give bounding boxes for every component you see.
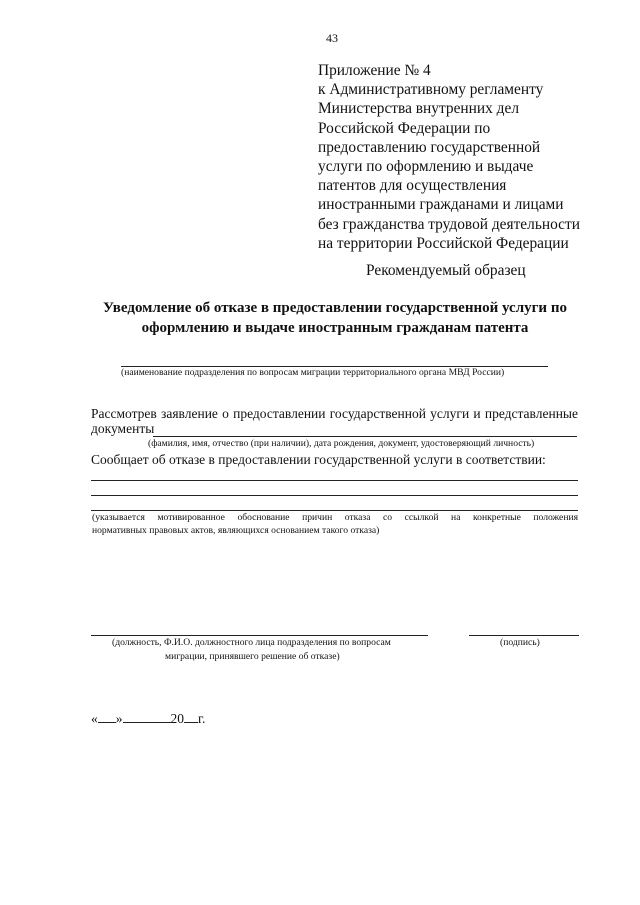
signature-field-line[interactable] [469,635,579,636]
official-caption-line-1: (должность, Ф.И.О. должностного лица подразделения по вопросам [112,637,391,648]
title-line-2: оформлению и выдаче иностранным гражданам патента [141,320,529,336]
department-caption: (наименование подразделения по вопросам миграции территориального органа МВД России) [121,367,505,378]
reason-caption-line-1: (указывается мотивированное обоснование причин отказа со ссылкой на конкретные положения [92,512,578,523]
day-field[interactable] [98,709,116,723]
appendix-line: без гражданства трудовой деятельности [318,215,580,233]
appendix-line: услуги по оформлению и выдаче [318,158,534,176]
year-prefix: 20 [170,711,184,726]
reason-caption-line-2: нормативных правовых актов, являющихся основанием такого отказа) [92,525,380,536]
date-close-quote: » [115,711,123,726]
appendix-header [318,61,618,253]
appendix-line: к Административному регламенту [318,81,544,99]
considered-statement: Рассмотрев заявление о предоставлении государственной услуги и представленные [91,406,578,421]
page-number: 43 [326,31,338,45]
year-suffix: г. [198,711,206,726]
title-line-1: Уведомление об отказе в предоставлении государственной услуги по [103,300,567,316]
official-caption-line-2: миграции, принявшего решение об отказе) [165,651,340,662]
appendix-line: Российской Федерации по [318,119,491,137]
official-field-line[interactable] [91,635,428,636]
sample-label: Рекомендуемый образец [366,262,526,279]
applicant-field-line[interactable] [153,436,577,437]
date-open-quote: « [91,711,98,726]
appendix-line: Министерства внутренних дел [318,100,520,118]
applicant-caption: (фамилия, имя, отчество (при наличии), дата рождения, документ, удостоверяющий личность) [148,438,535,449]
appendix-line: патентов для осуществления [318,177,507,195]
appendix-line: предоставлению государственной [318,138,541,156]
signature-caption: (подпись) [500,637,540,648]
refusal-statement: Сообщает об отказе в предоставлении государственной услуги в соответствии: [91,452,546,467]
year-field[interactable] [184,709,198,723]
documents-label: документы [91,421,155,436]
appendix-line: иностранными гражданами и лицами [318,196,564,214]
reason-field-line-3[interactable] [91,510,578,511]
date-line [91,709,205,727]
document-title [60,298,610,338]
month-field[interactable] [123,709,171,723]
appendix-line: Приложение № 4 [318,62,431,79]
appendix-line: на территории Российской Федерации [318,234,569,252]
reason-field-line-1[interactable] [91,480,578,481]
reason-field-line-2[interactable] [91,495,578,496]
